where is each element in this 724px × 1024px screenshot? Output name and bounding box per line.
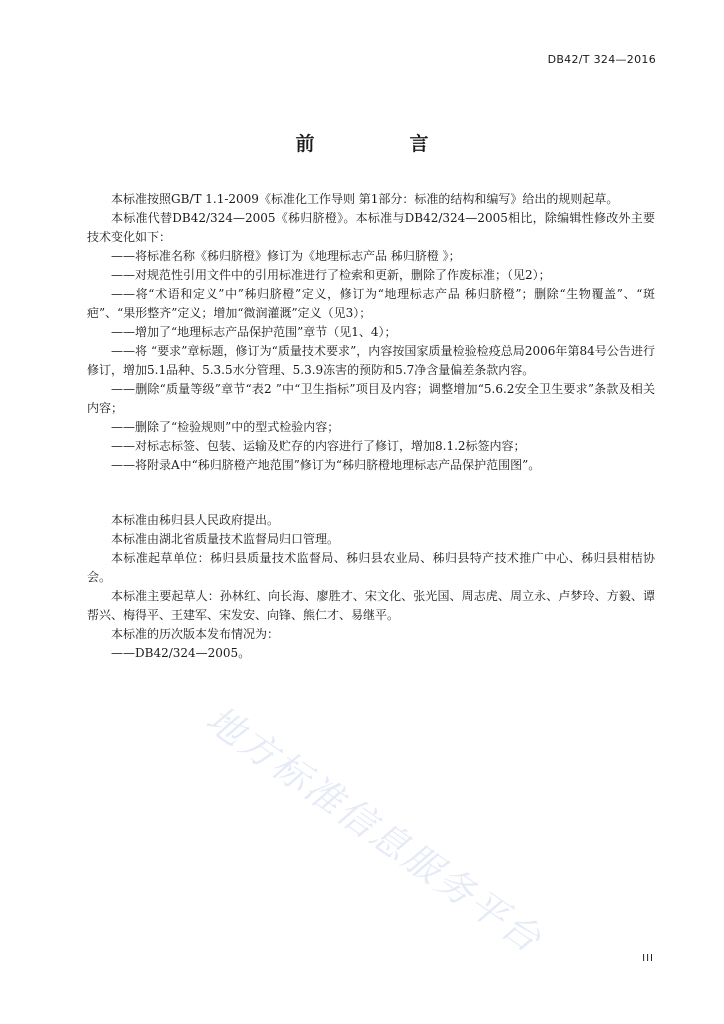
drafters: 本标准主要起草人：孙林红、向长海、廖胜才、宋文化、张光国、周志虎、周立永、卢梦玲、方毅、谭帮兴、梅得平、王建军、宋发安、向锋、熊仁才、易继平。	[87, 589, 655, 622]
version-history-label: 本标准的历次版本发布情况为：	[111, 627, 280, 641]
page-number: III	[642, 953, 654, 964]
change-item: ——将“术语和定义”中”秭归脐橙”定义，修订为“地理标志产品 秭归脐橙”；删除“生物覆盖”、“斑疤”、“果形整齐”定义；增加“微润灌溉”定义（见3）；	[87, 287, 655, 320]
change-item: ——删除“质量等级”章节“表2 ”中“卫生指标”项目及内容；调整增加“5.6.2安全卫生要求”条款及相关内容；	[87, 382, 655, 415]
drafting-units: 本标准起草单位：秭归县质量技术监督局、秭归县农业局、秭归县特产技术推广中心、秭归县柑桔协会。	[87, 551, 655, 584]
change-item: ——将 “要求”章标题，修订为“质量技术要求”，内容按国家质量检验检疫总局2006年第84号公告进行修订，增加5.1品种、5.3.5水分管理、5.3.9冻害的预防和5.7净含量偏差条款内容。	[87, 344, 655, 377]
paragraph: 本标准代替DB42/324—2005《秭归脐橙》。本标准与DB42/324—2005相比，除编辑性修改外主要技术变化如下：	[87, 211, 655, 244]
change-item: ——增加了“地理标志产品保护范围”章节（见1、4）；	[111, 325, 397, 339]
management-statement: 本标准由湖北省质量技术监督局归口管理。	[111, 532, 340, 546]
change-item: ——对标志标签、包装、运输及贮存的内容进行了修订，增加8.1.2标签内容；	[111, 439, 526, 453]
paragraph: 本标准按照GB/T 1.1-2009《标准化工作导则 第1部分：标准的结构和编写》给出的规则起草。	[111, 192, 619, 206]
version-history-item: ——DB42/324—2005。	[111, 646, 251, 660]
proposer-statement: 本标准由秭归县人民政府提出。	[111, 513, 280, 527]
change-item: ——删除了“检验规则”中的型式检验内容；	[111, 420, 340, 434]
change-item: ——将标准名称《秭归脐橙》修订为《地理标志产品 秭归脐橙 》；	[111, 249, 461, 263]
change-item: ——对规范性引用文件中的引用标准进行了检索和更新，删除了作废标准；（见2）；	[111, 268, 551, 282]
document-code: DB42/T 324—2016	[547, 53, 656, 66]
watermark: 地方标准信息服务平台	[198, 697, 551, 963]
change-item: ——将附录A中“秭归脐橙产地范围”修订为“秭归脐橙地理标志产品保护范围图”。	[111, 458, 541, 472]
document-body	[87, 190, 655, 663]
page-title: 前 言	[295, 133, 467, 155]
section-gap	[87, 475, 655, 511]
